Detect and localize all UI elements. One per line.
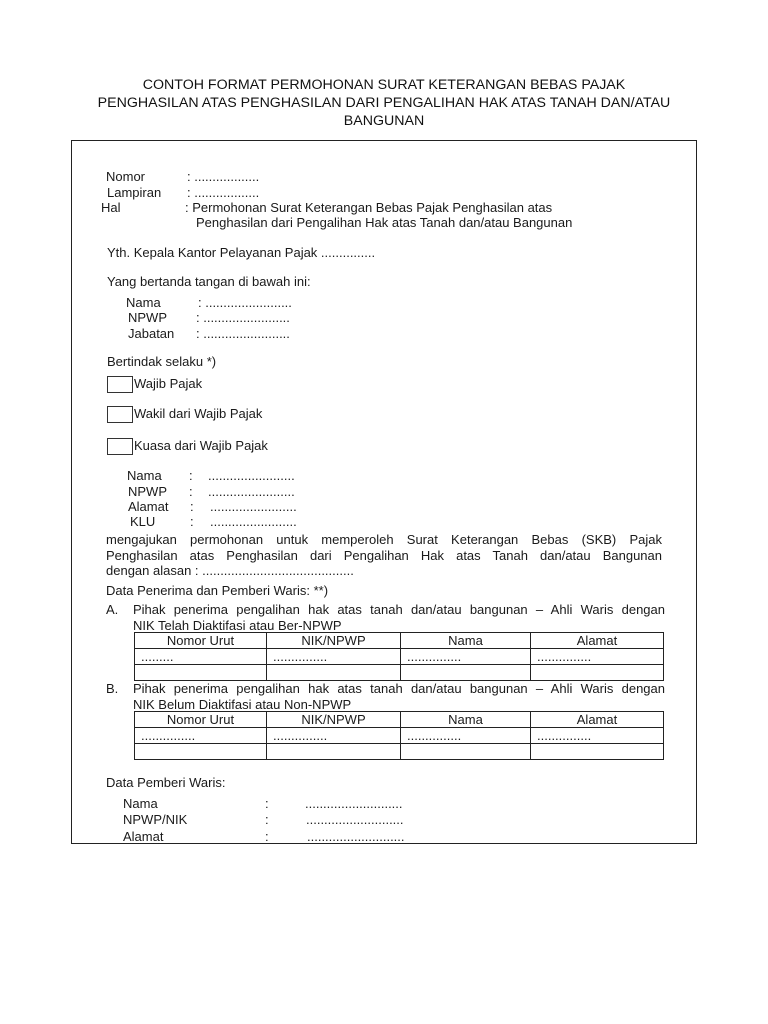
hal-value-line-1: : Permohonan Surat Keterangan Bebas Pajak Penghasilan atas	[185, 200, 553, 215]
giver-heading: Data Pemberi Waris:	[106, 775, 226, 790]
option-wajib-pajak: Wajib Pajak	[134, 376, 203, 391]
cell-nomor-urut[interactable]: .........	[135, 649, 267, 665]
cell-empty[interactable]	[531, 665, 664, 681]
cell-nik-npwp[interactable]: ...............	[267, 728, 401, 744]
cell-empty[interactable]	[267, 744, 401, 760]
request-paragraph	[106, 532, 662, 579]
nomor-value: : ..................	[187, 169, 260, 184]
signer-npwp-label: NPWP	[128, 310, 167, 325]
col-nik-npwp: NIK/NPWP	[267, 633, 401, 649]
cell-empty[interactable]	[401, 665, 531, 681]
col-nama: Nama	[401, 712, 531, 728]
section-b-line-2: NIK Belum Diaktifasi atau Non-NPWP	[133, 696, 352, 712]
signer-nama-label: Nama	[126, 295, 161, 310]
cell-nomor-urut[interactable]: ...............	[135, 728, 267, 744]
checkbox-wakil-wajib-pajak[interactable]	[107, 406, 133, 423]
signer-jabatan-label: Jabatan	[128, 326, 175, 341]
table-row	[135, 665, 664, 681]
taxpayer-klu-value: ........................	[210, 514, 297, 529]
taxpayer-klu-colon: :	[190, 514, 194, 529]
checkbox-wajib-pajak[interactable]	[107, 376, 133, 393]
signer-npwp-value: : ........................	[196, 310, 290, 325]
taxpayer-alamat-colon: :	[190, 499, 194, 514]
document-title	[60, 76, 708, 130]
taxpayer-alamat-label: Alamat	[128, 499, 169, 514]
acting-label: Bertindak selaku *)	[107, 354, 217, 369]
giver-npwp-label: NPWP/NIK	[123, 812, 188, 827]
cell-alamat[interactable]: ...............	[531, 728, 664, 744]
table-header-row	[135, 712, 664, 728]
title-line-1: CONTOH FORMAT PERMOHONAN SURAT KETERANGAN BEBAS PAJAK	[142, 77, 626, 93]
heirs-table-b	[134, 711, 664, 760]
taxpayer-npwp-label: NPWP	[128, 484, 167, 499]
cell-empty[interactable]	[135, 744, 267, 760]
table-row	[135, 649, 664, 665]
title-line-3: BANGUNAN	[343, 113, 425, 129]
giver-nama-colon: :	[265, 796, 269, 811]
section-a-line-2: NIK Telah Diaktifasi atau Ber-NPWP	[133, 617, 342, 633]
giver-alamat-label: Alamat	[123, 829, 164, 844]
section-b-text	[133, 681, 665, 712]
cell-empty[interactable]	[135, 665, 267, 681]
section-a-line-1: Pihak penerima pengalihan hak atas tanah dan/atau bangunan – Ahli Waris dengan	[133, 602, 665, 617]
request-line-2: Penghasilan atas Penghasilan dari Pengalihan Hak atas Tanah dan/atau Bangunan	[106, 547, 662, 563]
taxpayer-alamat-value: ........................	[210, 499, 297, 514]
giver-nama-value: ...........................	[305, 796, 403, 811]
option-kuasa-wajib-pajak: Kuasa dari Wajib Pajak	[134, 438, 268, 453]
taxpayer-nama-colon: :	[189, 468, 193, 483]
section-a-text	[133, 602, 665, 633]
heirs-table-a	[134, 632, 664, 681]
col-nama: Nama	[401, 633, 531, 649]
taxpayer-nama-value: ........................	[208, 468, 295, 483]
cell-empty[interactable]	[531, 744, 664, 760]
hal-label: Hal	[101, 200, 121, 215]
col-nik-npwp: NIK/NPWP	[267, 712, 401, 728]
request-line-3: dengan alasan : ..........................................	[106, 563, 354, 578]
taxpayer-npwp-colon: :	[189, 484, 193, 499]
cell-nama[interactable]: ...............	[401, 728, 531, 744]
option-wakil-wajib-pajak: Wakil dari Wajib Pajak	[134, 406, 263, 421]
signer-intro: Yang bertanda tangan di bawah ini:	[107, 274, 311, 289]
signer-nama-value: : ........................	[198, 295, 292, 310]
title-line-2: PENGHASILAN ATAS PENGHASILAN DARI PENGALIHAN HAK ATAS TANAH DAN/ATAU	[97, 95, 671, 111]
section-a-marker: A.	[106, 602, 119, 617]
table-header-row	[135, 633, 664, 649]
col-nomor-urut: Nomor Urut	[135, 633, 267, 649]
col-alamat: Alamat	[531, 633, 664, 649]
col-alamat: Alamat	[531, 712, 664, 728]
request-line-1: mengajukan permohonan untuk memperoleh Surat Keterangan Bebas (SKB) Pajak	[106, 532, 662, 547]
recipient-line: Yth. Kepala Kantor Pelayanan Pajak ...............	[107, 245, 376, 260]
table-row	[135, 728, 664, 744]
lampiran-value: : ..................	[187, 185, 260, 200]
cell-nik-npwp[interactable]: ...............	[267, 649, 401, 665]
section-b-marker: B.	[106, 681, 119, 696]
taxpayer-npwp-value: ........................	[208, 484, 295, 499]
taxpayer-nama-label: Nama	[127, 468, 162, 483]
table-row	[135, 744, 664, 760]
taxpayer-klu-label: KLU	[130, 514, 156, 529]
giver-npwp-value: ...........................	[306, 812, 404, 827]
giver-alamat-value: ...........................	[307, 829, 405, 844]
giver-npwp-colon: :	[265, 812, 269, 827]
hal-value-line-2: Penghasilan dari Pengalihan Hak atas Tanah dan/atau Bangunan	[196, 215, 573, 230]
nomor-label: Nomor	[106, 169, 146, 184]
heirs-heading: Data Penerima dan Pemberi Waris: **)	[106, 583, 329, 598]
section-b-line-1: Pihak penerima pengalihan hak atas tanah dan/atau bangunan – Ahli Waris dengan	[133, 681, 665, 696]
cell-nama[interactable]: ...............	[401, 649, 531, 665]
checkbox-kuasa-wajib-pajak[interactable]	[107, 438, 133, 455]
lampiran-label: Lampiran	[107, 185, 162, 200]
cell-empty[interactable]	[401, 744, 531, 760]
col-nomor-urut: Nomor Urut	[135, 712, 267, 728]
signer-jabatan-value: : ........................	[196, 326, 290, 341]
giver-nama-label: Nama	[123, 796, 158, 811]
giver-alamat-colon: :	[265, 829, 269, 844]
cell-empty[interactable]	[267, 665, 401, 681]
cell-alamat[interactable]: ...............	[531, 649, 664, 665]
